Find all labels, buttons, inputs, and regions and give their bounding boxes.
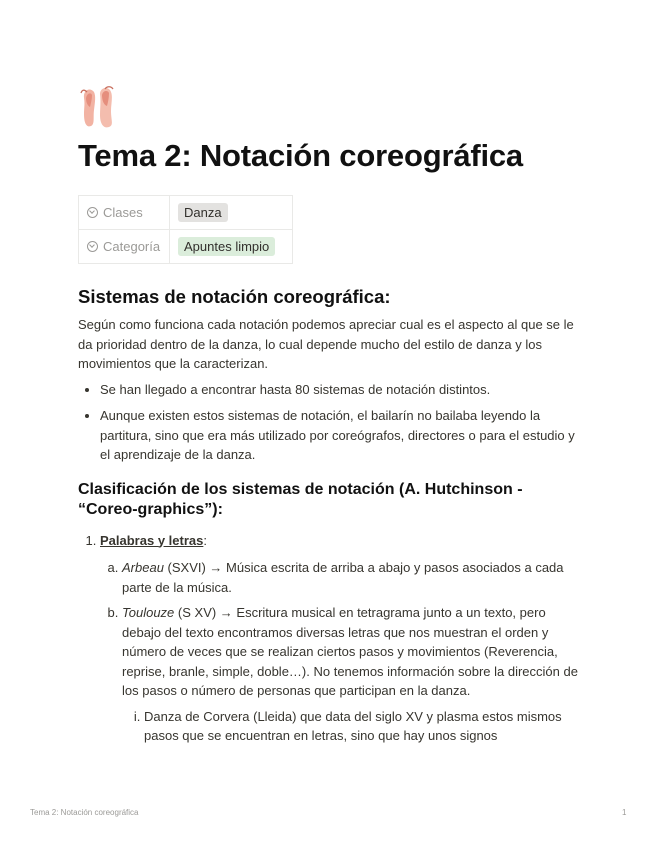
footer-doc-title: Tema 2: Notación coreográfica: [30, 808, 139, 817]
paragraph: Según como funciona cada notación podemos apreciar cual es el aspecto al que se le da prioridad dentro de la danza, lo cual depende mucho del estilo de danza y los movimientos que la caracterizan.: [78, 317, 574, 371]
property-tag[interactable]: Danza: [178, 203, 228, 222]
list-item: [100, 531, 583, 746]
ballet-shoes-icon: [78, 84, 124, 130]
numbered-list: [78, 531, 583, 746]
select-property-icon: [87, 207, 98, 218]
subsection-heading: Clasificación de los sistemas de notación (A. Hutchinson - “Coreo-graphics”):: [78, 480, 523, 518]
select-property-icon: [87, 241, 98, 252]
footer-page-number: 1: [622, 808, 627, 817]
item-label: Palabras y letras: [100, 532, 204, 548]
list-item: i. Danza de Corvera (Lleida) que data del siglo XV y plasma estos mismos pasos que se encuentran en letras, sino que hay unos signos: [144, 707, 583, 746]
list-item: [122, 603, 583, 746]
property-tag[interactable]: Apuntes limpio: [178, 237, 275, 256]
property-row-clases[interactable]: [79, 196, 293, 230]
list-item: • Se han llegado a encontrar hasta 80 sistemas de notación distintos.: [100, 380, 583, 400]
item-colon: :: [203, 532, 207, 548]
page-title: Tema 2: Notación coreográfica: [78, 138, 523, 173]
author-name: Toulouze: [122, 605, 175, 620]
item-text: (S XV) → Escritura musical en tetragrama junto a un texto, pero debajo del texto encontramos diversas letras que nos muestran el orden y número de veces que se realizan ciertos pasos y movimientos (Reverencia, reprise, branle, simple, doble…). No tenemos información sobre la dirección de los pasos o número de personas que participan en la danza.: [122, 605, 578, 698]
property-row-categoria[interactable]: [79, 230, 293, 264]
lettered-list: [100, 558, 583, 746]
property-key: Clases: [103, 205, 143, 220]
author-name: Arbeau: [122, 560, 164, 575]
list-item: • Aunque existen estos sistemas de notación, el bailarín no bailaba leyendo la partitura, sino que era más utilizado por coreógrafos, directores o para el estudio y el aprendizaje de la danza.: [100, 406, 583, 465]
list-item: [122, 558, 583, 597]
property-key: Categoría: [103, 239, 161, 254]
bullet-list: [78, 380, 583, 465]
page-content: [78, 84, 583, 752]
section-heading: Sistemas de notación coreográfica:: [78, 286, 391, 307]
properties-table: [78, 195, 293, 264]
item-text: (SXVI) → Música escrita de arriba a abajo y pasos asociados a cada parte de la música.: [122, 560, 564, 595]
roman-list: [122, 707, 583, 746]
